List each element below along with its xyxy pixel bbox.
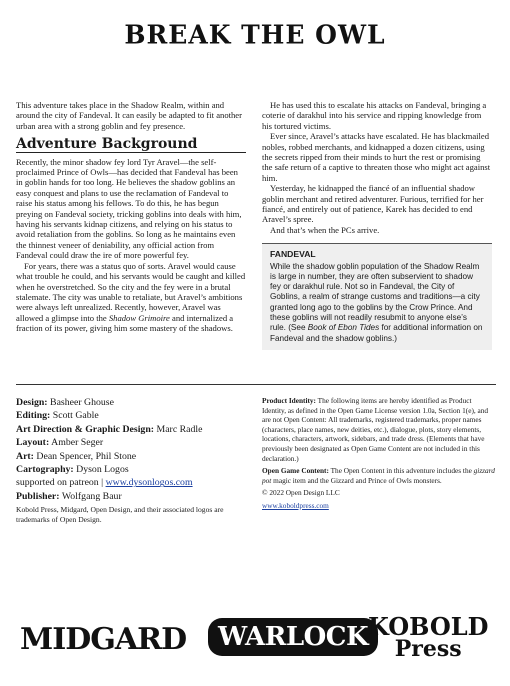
kobold-press-logo — [368, 612, 489, 662]
credit-label: Publisher: — [16, 490, 60, 502]
credit-value: Marc Radle — [156, 423, 203, 435]
copyright-notice: © 2022 Open Design LLC — [262, 488, 340, 498]
p2-text-start: For years, there was a status quo of sorts. Aravel would cause what trouble he could, and his servants would be caught and killed when he overstretched. So the city and the fey were in a brutal stalemate. The city was unable to retaliate, but Aravel’s ambitions were always left unrealized. Recently, however, Aravel was allowed a glimpse into the — [16, 260, 246, 323]
sidebar-title: FANDEVAL — [270, 249, 316, 260]
ogc-label: Open Game Content: — [262, 466, 329, 476]
sidebar-text-end: for additional information on Fandeval and the shadow goblins.) — [270, 323, 483, 343]
credit-publisher — [16, 490, 246, 503]
dysonlogos-link[interactable]: www.dysonlogos.com — [105, 477, 193, 489]
gizzard-pot-item: gizzard pot — [262, 466, 495, 485]
publisher-logos — [16, 610, 496, 670]
credits-block — [16, 396, 246, 525]
credit-art-direction — [16, 423, 246, 436]
ogc-text-end: magic item and the Gizzard and Prince of Owls monsters. — [271, 475, 442, 485]
credit-label: Editing: — [16, 410, 51, 422]
fandeval-sidebar — [262, 243, 492, 350]
book-title: Book of Ebon Tides — [307, 323, 380, 333]
product-identity-notice — [262, 396, 496, 463]
p2-text-end: and internalized a fraction of its power, giving him some mastery of the shadows. — [16, 312, 234, 334]
credit-value: Scott Gable — [52, 410, 99, 422]
background-paragraph-2 — [16, 261, 246, 334]
right-column — [262, 100, 492, 350]
credit-label: Art: — [16, 450, 34, 462]
ogc-text-start: The Open Content in this adventure includes the — [328, 466, 474, 476]
midgard-logo: MIDGARD — [20, 622, 187, 657]
left-column — [16, 100, 246, 334]
right-paragraph-1: He has used this to escalate his attacks on Fandeval, bringing a coterie of darakhul into his service and ripping knowledge from his tortured victims. — [262, 100, 487, 131]
document-title: BREAK THE OWL — [124, 19, 386, 50]
sidebar-text-start: While the shadow goblin population of the Shadow Realm is large in number, they are often subservient to shadow fey or darakhul rule. Not so in Fandeval, the City of Goblins, a realm of strange customs and traditions—a city granted long ago to the goblins by the Crow Prince. And these goblins will not readily resubmit to anyone else’s rule. (See — [270, 261, 480, 333]
kobold-logo-line2: Press — [394, 636, 462, 662]
credit-value: Dean Spencer, Phil Stone — [36, 450, 137, 462]
credit-editing — [16, 409, 246, 422]
credit-value: Basheer Ghouse — [50, 397, 114, 408]
website-line — [262, 501, 496, 511]
credit-label: Art Direction & Graphic Design: — [16, 423, 155, 435]
right-paragraph-3: Yesterday, he kidnapped the fiancé of an influential shadow goblin merchant and retired adventurer. Furious, terrified for her fiancé, and entirely out of patience, Karek has decided to end Aravel’s spree. — [262, 183, 484, 225]
credit-value: Amber Seger — [51, 437, 104, 449]
credit-value: Wolfgang Baur — [61, 490, 122, 502]
open-game-content-notice — [262, 466, 496, 485]
credit-art — [16, 450, 246, 463]
credit-label: Layout: — [16, 437, 50, 449]
credit-label: Cartography: — [16, 464, 74, 476]
patreon-text: supported on patreon | — [16, 477, 106, 489]
right-paragraph-2: Ever since, Aravel’s attacks have escalated. He has blackmailed nobles, robbed merchants, and kidnapped a dozen citizens, using the secrets ripped from their minds to hurt the rest or promising the safe return of a captive to threaten those who might act against him. — [262, 131, 491, 183]
credit-design — [16, 396, 246, 409]
section-heading: Adventure Background — [16, 139, 246, 152]
credit-label: Design: — [16, 397, 48, 408]
kobold-logo-line1: KOBOLD — [368, 612, 489, 641]
product-identity-text: The following items are hereby identified as Product Identity, as defined in the Open Game License version 1.0a, Section 1(e), and are not Open Content: All trademarks, registered trademarks, proper names (characters, place names, new deities, etc.), dialogue, plots, story elements, locations, characters, artwork, sidebars, and trade dress. (Elements that have previously been designated as Open Game Content are not included in this declaration.) — [262, 396, 489, 463]
warlock-logo: WARLOCK — [208, 618, 378, 656]
background-paragraph-1: Recently, the minor shadow fey lord Tyr Aravel—the self-proclaimed Prince of Owls—has decided that Fandeval has been in goblin hands for too long. He believes the shadow goblins an easy conquest and plans to use the reclamation of Fandeval to raise his status among his fellows. To do this, he has begun preying on Fandeval society, tricking goblins into deals with him, having his servants kidnap citizens, and relying on his status to avoid retaliation from the goblins. So long as he maintains even the thinnest veneer of deniability, any official action from Fandeval could draw the ire of more powerful fey. — [16, 156, 242, 261]
section-divider — [16, 384, 496, 385]
patreon-line — [16, 476, 246, 489]
credit-value: Dyson Logos — [76, 464, 129, 476]
credit-layout — [16, 436, 246, 449]
shadow-grimoire-title: Shadow Grimoire — [108, 312, 170, 323]
sidebar-text — [270, 262, 485, 344]
legal-block — [262, 396, 496, 514]
intro-paragraph: This adventure takes place in the Shadow Realm, within and around the city of Fandeval. It can easily be adapted to fit another urban area with a strong goblin and fey presence. — [16, 100, 242, 131]
trademark-notice: Kobold Press, Midgard, Open Design, and their associated logos are trademarks of Open Design. — [16, 505, 224, 525]
right-paragraph-4: And that’s when the PCs arrive. — [270, 224, 380, 235]
koboldpress-link[interactable]: www.koboldpress.com — [262, 500, 329, 510]
credit-cartography — [16, 463, 246, 476]
product-identity-label: Product Identity: — [262, 396, 316, 405]
